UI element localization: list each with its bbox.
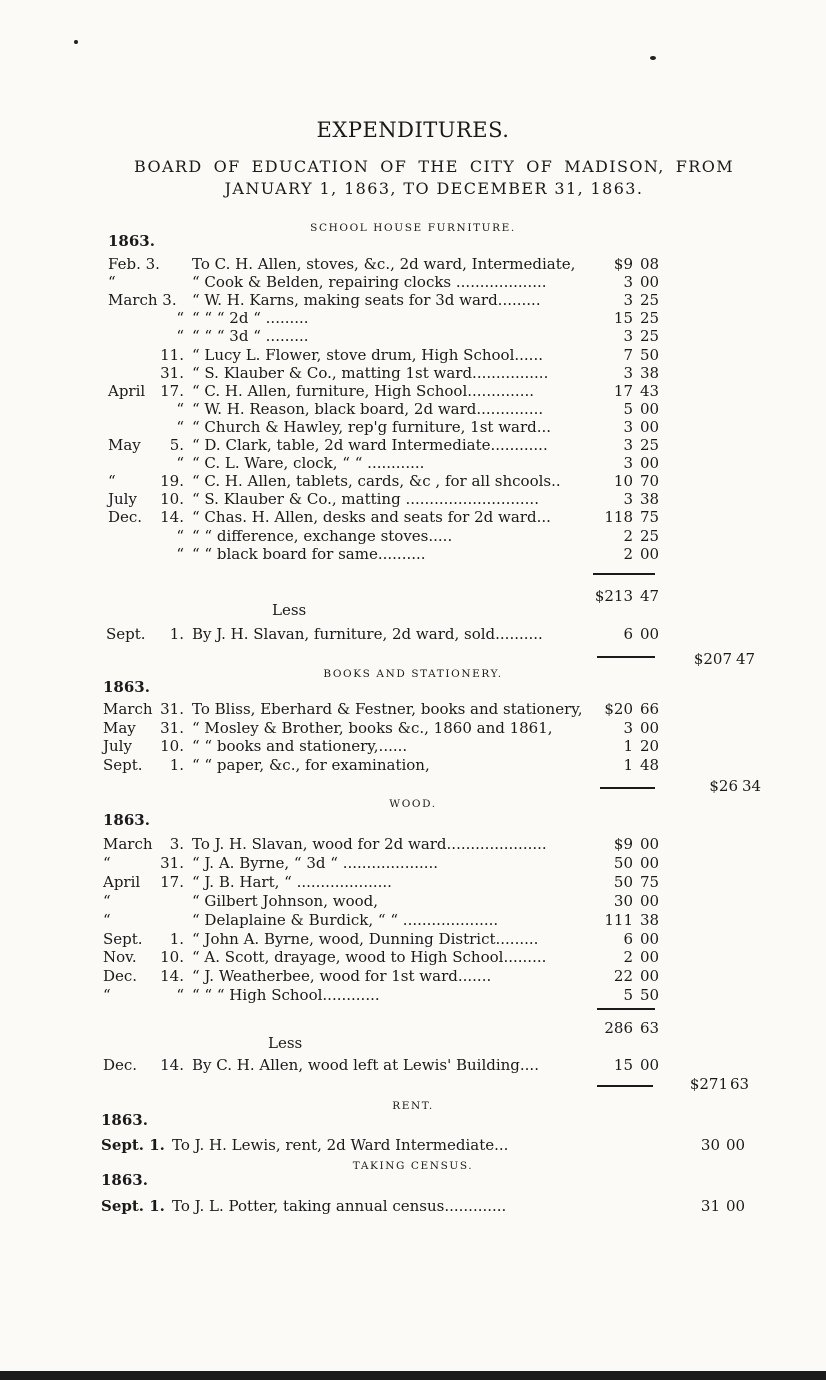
section-heading-furniture: SCHOOL HOUSE FURNITURE. xyxy=(310,222,516,234)
entry-description: “ “ difference, exchange stoves..... xyxy=(192,526,453,545)
entry-day: 10. xyxy=(160,490,184,509)
entry-description: To J. H. Slavan, wood for 2d ward..................... xyxy=(192,835,547,853)
amount-cents: 00 xyxy=(640,891,660,910)
entry-month: “ xyxy=(103,910,111,929)
amount-dollars: 15 xyxy=(613,309,633,328)
entry-month: Dec. xyxy=(108,508,143,527)
section-year-census: 1863. xyxy=(101,1171,148,1189)
entry-day: 31. xyxy=(160,853,184,872)
entry-description: “ C. L. Ware, clock, “ “ ............ xyxy=(192,454,425,473)
entry-day: 31. xyxy=(160,363,184,382)
amount-dollars: 22 xyxy=(613,967,633,986)
amount-dollars: 2 xyxy=(623,948,633,967)
ledger-row xyxy=(0,364,826,382)
amount-dollars: $20 xyxy=(604,700,633,718)
amount-cents: 00 xyxy=(640,853,660,872)
entry-month: May xyxy=(103,718,136,737)
entry-description: “ C. H. Allen, furniture, High School.............. xyxy=(192,381,535,400)
entry-description: “ “ “ 2d “ ......... xyxy=(192,309,309,328)
entry-description: “ “ “ 3d “ ......... xyxy=(192,327,309,346)
entry-description: “ J. Weatherbee, wood for 1st ward....... xyxy=(192,967,492,986)
amount-cents: 00 xyxy=(640,967,660,986)
entry-day: 5. xyxy=(169,436,184,454)
section-heading-rent: RENT. xyxy=(392,1100,434,1112)
wood-subtotal-row xyxy=(0,1019,826,1037)
entry-month: March xyxy=(103,700,153,718)
entry-month: Sept. xyxy=(106,625,146,643)
amount-cents: 75 xyxy=(640,508,660,527)
entry-month: “ xyxy=(103,891,111,910)
amount-cents: 50 xyxy=(640,986,660,1005)
entry-description: By C. H. Allen, wood left at Lewis' Building.... xyxy=(192,1056,539,1074)
ledger-row xyxy=(0,854,826,872)
entry-month: July xyxy=(103,737,132,755)
amount-dollars: 15 xyxy=(613,1056,633,1074)
amount-dollars: 50 xyxy=(613,853,633,872)
amount-dollars: 1 xyxy=(623,737,633,755)
ledger-row xyxy=(0,255,826,273)
ledger-row xyxy=(0,490,826,508)
amount-dollars: 3 xyxy=(623,291,633,310)
section-year-wood: 1863. xyxy=(103,811,150,829)
entry-day: 10. xyxy=(160,737,184,755)
section-year-books: 1863. xyxy=(103,678,150,696)
entry-description: “ Church & Hawley, rep'g furniture, 1st ward... xyxy=(192,417,552,436)
entry-day: 14. xyxy=(160,967,184,986)
amount-cents: 48 xyxy=(640,755,660,774)
entry-description: To Bliss, Eberhard & Festner, books and stationery, xyxy=(192,700,583,718)
entry-month: July xyxy=(108,490,137,509)
total-cents: 47 xyxy=(736,650,756,668)
ledger-row xyxy=(0,986,826,1004)
amount-cents: 00 xyxy=(726,1136,746,1154)
total-cents: 63 xyxy=(730,1075,750,1093)
books-total-row xyxy=(0,777,826,795)
subtotal-rule xyxy=(597,1008,655,1010)
entry-description: “ “ books and stationery,...... xyxy=(192,737,408,755)
entry-description: “ “ “ High School............ xyxy=(192,986,380,1005)
ledger-row xyxy=(0,508,826,526)
amount-cents: 20 xyxy=(640,737,660,755)
page-title: EXPENDITURES. xyxy=(316,118,510,142)
section-heading-census: TAKING CENSUS. xyxy=(352,1160,474,1172)
entry-month: Dec. xyxy=(103,967,138,986)
amount-dollars: 286 xyxy=(604,1019,633,1037)
ledger-row xyxy=(0,273,826,291)
entry-description: “ “ black board for same.......... xyxy=(192,544,426,563)
entry-description: “ Cook & Belden, repairing clocks ................... xyxy=(192,273,547,292)
entry-day: 1. xyxy=(169,755,184,774)
entry-month: March xyxy=(103,835,153,853)
entry-description: “ D. Clark, table, 2d ward Intermediate............ xyxy=(192,436,548,454)
entry-description: “ Chas. H. Allen, desks and seats for 2d ward... xyxy=(192,508,551,527)
entry-month: Dec. xyxy=(103,1056,138,1074)
entry-month: “ xyxy=(103,853,111,872)
amount-dollars: 1 xyxy=(623,755,633,774)
entry-description: “ W. H. Karns, making seats for 3d ward......... xyxy=(192,291,541,310)
amount-dollars: 2 xyxy=(623,544,633,563)
ledger-row xyxy=(0,454,826,472)
entry-month: Sept. xyxy=(103,755,143,774)
ledger-row xyxy=(0,418,826,436)
ledger-row xyxy=(0,545,826,563)
entry-date: Sept. 1. xyxy=(101,1197,165,1215)
ledger-row xyxy=(0,892,826,910)
entry-description: “ C. H. Allen, tablets, cards, &c , for all shcools.. xyxy=(192,472,561,491)
ink-speck xyxy=(650,56,656,60)
ledger-row xyxy=(0,327,826,345)
amount-dollars: $9 xyxy=(613,255,633,273)
ledger-row xyxy=(0,737,826,755)
amount-cents: 00 xyxy=(640,1056,660,1074)
amount-dollars: 118 xyxy=(604,508,633,527)
amount-cents: 70 xyxy=(640,472,660,491)
amount-cents: 38 xyxy=(640,363,660,382)
amount-dollars: 3 xyxy=(623,417,633,436)
entry-month: “ xyxy=(103,986,111,1005)
amount-cents: 00 xyxy=(640,399,660,418)
less-label: Less xyxy=(272,601,307,619)
ledger-row xyxy=(0,911,826,929)
ledger-row xyxy=(0,948,826,966)
amount-dollars: 7 xyxy=(623,345,633,364)
subtotal-rule xyxy=(593,573,655,575)
entry-day: 14. xyxy=(160,508,184,527)
amount-cents: 47 xyxy=(640,587,660,605)
entry-description: “ John A. Byrne, wood, Dunning District......... xyxy=(192,929,539,948)
amount-dollars: 17 xyxy=(613,381,633,400)
entry-day: “ xyxy=(176,417,184,436)
amount-cents: 25 xyxy=(640,526,660,545)
amount-cents: 25 xyxy=(640,327,660,346)
ledger-row xyxy=(0,291,826,309)
wood-less-row xyxy=(0,1056,826,1074)
amount-cents: 00 xyxy=(726,1197,746,1215)
amount-cents: 08 xyxy=(640,255,660,273)
entry-month: Nov. xyxy=(103,948,137,967)
ledger-row xyxy=(0,873,826,891)
amount-cents: 00 xyxy=(640,835,660,853)
rent-row xyxy=(0,1136,826,1154)
total-dollars: $26 xyxy=(709,777,738,795)
amount-dollars: 2 xyxy=(623,526,633,545)
amount-cents: 00 xyxy=(640,417,660,436)
entry-month: Sept. xyxy=(103,929,143,948)
amount-cents: 00 xyxy=(640,544,660,563)
amount-dollars: $9 xyxy=(613,835,633,853)
census-row xyxy=(0,1197,826,1215)
entry-date: Sept. 1. xyxy=(101,1136,165,1154)
amount-dollars: 50 xyxy=(613,872,633,891)
amount-dollars: 3 xyxy=(623,436,633,454)
ledger-row xyxy=(0,436,826,454)
total-dollars: $271 xyxy=(689,1075,728,1093)
entry-description: “ S. Klauber & Co., matting ............................ xyxy=(192,490,539,509)
entry-day: 3. xyxy=(169,835,184,853)
entry-description: “ Lucy L. Flower, stove drum, High School...... xyxy=(192,345,543,364)
ledger-row xyxy=(0,309,826,327)
amount-dollars: 5 xyxy=(623,399,633,418)
entry-day: 14. xyxy=(160,1056,184,1074)
amount-dollars: 30 xyxy=(613,891,633,910)
entry-day: “ xyxy=(176,986,184,1005)
amount-cents: 00 xyxy=(640,929,660,948)
entry-description: “ J. B. Hart, “ .................... xyxy=(192,872,392,891)
entry-day: 31. xyxy=(160,718,184,737)
amount-cents: 25 xyxy=(640,436,660,454)
section-year-rent: 1863. xyxy=(101,1111,148,1129)
amount-cents: 75 xyxy=(640,872,660,891)
entry-month: April xyxy=(103,872,141,891)
ledger-row xyxy=(0,382,826,400)
entry-description: To J. L. Potter, taking annual census............. xyxy=(172,1197,507,1215)
ledger-row xyxy=(0,835,826,853)
entry-day: 10. xyxy=(160,948,184,967)
total-dollars: $207 xyxy=(693,650,732,668)
entry-day: “ xyxy=(176,399,184,418)
entry-description: “ W. H. Reason, black board, 2d ward.............. xyxy=(192,399,544,418)
amount-cents: 00 xyxy=(640,718,660,737)
amount-dollars: 6 xyxy=(623,929,633,948)
entry-day: 1. xyxy=(169,625,184,643)
amount-dollars: 111 xyxy=(604,910,633,929)
ledger-row xyxy=(0,930,826,948)
amount-cents: 00 xyxy=(640,273,660,292)
furniture-total-row xyxy=(0,650,826,668)
amount-cents: 43 xyxy=(640,381,660,400)
ink-speck xyxy=(74,40,78,44)
entry-description: “ Gilbert Johnson, wood, xyxy=(192,891,379,910)
entry-month: Feb. 3. xyxy=(108,255,160,273)
entry-description: “ “ paper, &c., for examination, xyxy=(192,755,430,774)
entry-day: “ xyxy=(176,544,184,563)
entry-day: 1. xyxy=(169,929,184,948)
entry-description: “ A. Scott, drayage, wood to High School......... xyxy=(192,948,547,967)
amount-dollars: $213 xyxy=(594,587,633,605)
entry-day: 19. xyxy=(160,472,184,491)
entry-description: To J. H. Lewis, rent, 2d Ward Intermediate... xyxy=(172,1136,509,1154)
less-label: Less xyxy=(268,1034,303,1052)
entry-description: “ Delaplaine & Burdick, “ “ .................... xyxy=(192,910,499,929)
ledger-row xyxy=(0,967,826,985)
ledger-row xyxy=(0,719,826,737)
section-year-furniture: 1863. xyxy=(108,232,155,250)
furniture-less-row xyxy=(0,625,826,643)
ledger-row xyxy=(0,400,826,418)
ledger-row xyxy=(0,527,826,545)
entry-day: 11. xyxy=(160,345,184,364)
page-edge xyxy=(0,1371,826,1380)
page-subtitle: BOARD OF EDUCATION OF THE CITY OF MADISON, FROM JANUARY 1, 1863, TO DECEMBER 31, 1863. xyxy=(134,157,734,198)
section-heading-books: BOOKS AND STATIONERY. xyxy=(323,668,503,680)
amount-cents: 63 xyxy=(640,1019,660,1037)
entry-day: “ xyxy=(176,327,184,346)
amount-cents: 25 xyxy=(640,291,660,310)
furniture-subtotal-row xyxy=(0,587,826,605)
amount-dollars: 3 xyxy=(623,490,633,509)
amount-dollars: 3 xyxy=(623,454,633,473)
amount-dollars: 10 xyxy=(613,472,633,491)
entry-day: “ xyxy=(176,309,184,328)
entry-description: “ S. Klauber & Co., matting 1st ward................ xyxy=(192,363,549,382)
entry-description: “ Mosley & Brother, books &c., 1860 and 1861, xyxy=(192,718,553,737)
entry-day: “ xyxy=(176,526,184,545)
wood-total-row xyxy=(0,1075,826,1093)
section-heading-wood: WOOD. xyxy=(389,798,437,810)
amount-dollars: 31 xyxy=(700,1197,720,1215)
amount-dollars: 3 xyxy=(623,718,633,737)
amount-cents: 00 xyxy=(640,625,660,643)
entry-month: May xyxy=(108,436,141,454)
amount-dollars: 3 xyxy=(623,273,633,292)
ledger-row xyxy=(0,700,826,718)
amount-cents: 38 xyxy=(640,910,660,929)
amount-dollars: 3 xyxy=(623,363,633,382)
amount-cents: 25 xyxy=(640,309,660,328)
entry-description: By J. H. Slavan, furniture, 2d ward, sold.......... xyxy=(192,625,543,643)
amount-cents: 00 xyxy=(640,454,660,473)
entry-description: To C. H. Allen, stoves, &c., 2d ward, Intermediate, xyxy=(192,255,576,273)
amount-dollars: 30 xyxy=(700,1136,720,1154)
entry-description: “ J. A. Byrne, “ 3d “ .................... xyxy=(192,853,439,872)
total-cents: 34 xyxy=(742,777,762,795)
amount-cents: 66 xyxy=(640,700,660,718)
amount-dollars: 5 xyxy=(623,986,633,1005)
entry-month: March 3. xyxy=(108,291,177,310)
amount-dollars: 3 xyxy=(623,327,633,346)
amount-dollars: 6 xyxy=(623,625,633,643)
amount-cents: 50 xyxy=(640,345,660,364)
amount-cents: 38 xyxy=(640,490,660,509)
entry-day: 17. xyxy=(160,872,184,891)
entry-day: 17. xyxy=(160,381,184,400)
entry-month: April xyxy=(108,381,146,400)
entry-month: “ xyxy=(108,472,116,491)
entry-day: 31. xyxy=(160,700,184,718)
ledger-row xyxy=(0,472,826,490)
amount-cents: 00 xyxy=(640,948,660,967)
entry-month: “ xyxy=(108,273,116,292)
ledger-row xyxy=(0,756,826,774)
entry-day: “ xyxy=(176,454,184,473)
ledger-row xyxy=(0,346,826,364)
